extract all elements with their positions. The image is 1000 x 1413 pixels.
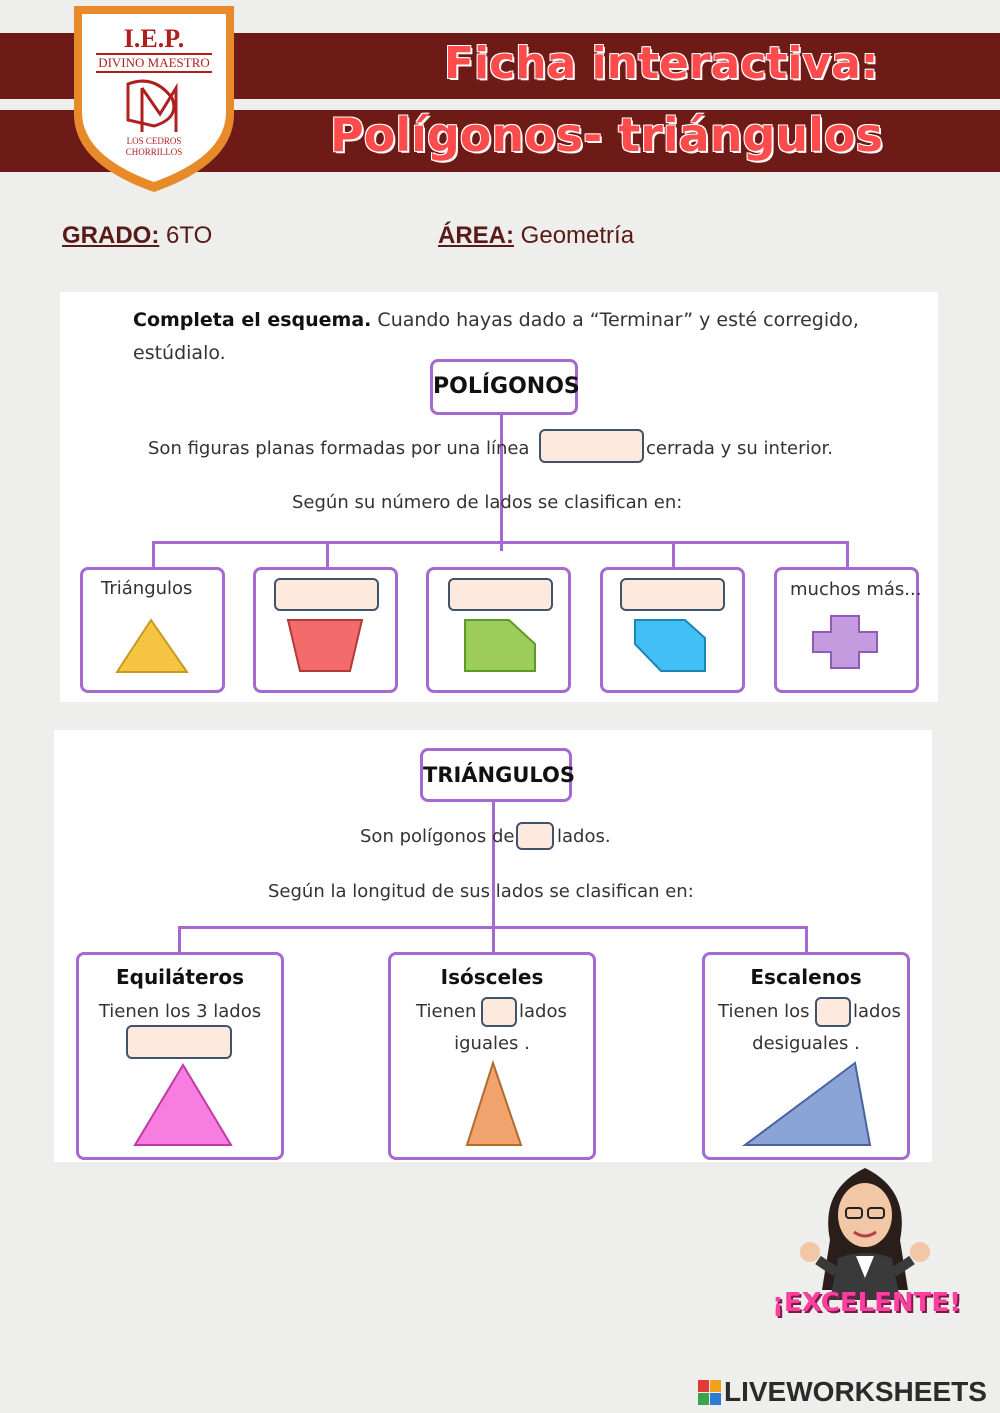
equilateral-triangle-shape	[79, 955, 287, 1163]
triangles-definition-end: lados.	[557, 826, 611, 847]
polygon-card-label: Triángulos	[101, 578, 193, 599]
excellent-badge: ¡EXCELENTE!	[772, 1288, 962, 1318]
triangle-card-line1-end: lados	[853, 1001, 901, 1022]
triangles-title: TRIÁNGULOS	[423, 763, 576, 787]
school-name-abbrev: I.E.P.	[123, 24, 185, 53]
worksheet-title-line2: Polígonos- triángulos	[330, 108, 883, 162]
triangle-card-line2: desiguales .	[752, 1033, 860, 1054]
triangle-card-line1-start: Tienen los	[718, 1001, 810, 1022]
area-value: Geometría	[520, 222, 635, 249]
instruction	[133, 309, 859, 331]
triangle-card-line1-start: Tienen	[416, 1001, 477, 1022]
area-info	[438, 222, 634, 250]
area-label: ÁREA:	[438, 222, 514, 249]
connector	[805, 926, 808, 952]
triangle-card-title: Equiláteros	[115, 965, 245, 989]
connector	[500, 415, 503, 551]
triangle-card-equilateral	[76, 952, 284, 1160]
instruction-text: Cuando hayas dado a “Terminar” y esté corregido,	[377, 309, 859, 331]
triangle-card-title: Isósceles	[440, 965, 544, 989]
polygon-card-hexagons	[600, 567, 745, 693]
triangle-card-line1: Tienen los 3 lados	[98, 1001, 262, 1022]
instruction-bold: Completa el esquema.	[133, 309, 372, 331]
grade-label: GRADO:	[62, 222, 160, 249]
instruction-line2: estúdialo.	[133, 342, 226, 364]
polygons-panel	[60, 292, 938, 702]
grade-info	[62, 222, 212, 250]
polygon-card-more	[774, 567, 922, 693]
polygon-card-pentagons	[426, 567, 571, 693]
triangles-title-box	[420, 748, 576, 802]
triangle-shape	[83, 570, 228, 696]
liveworksheets-logo[interactable]: LIVEWORKSHEETS	[724, 1376, 987, 1407]
hexagon-shape	[603, 570, 748, 696]
triangle-card-line1-end: lados	[519, 1001, 567, 1022]
school-logo	[68, 2, 240, 196]
triangle-card-isosceles	[388, 952, 596, 1160]
connector	[672, 541, 675, 567]
triangle-card-scalene	[702, 952, 910, 1160]
polygon-card-triangles	[80, 567, 225, 693]
pentagon-shape	[429, 570, 574, 696]
liveworksheets-mark	[698, 1380, 722, 1406]
polygon-card-label: muchos más...	[790, 579, 922, 600]
triangles-classify: Según la longitud de sus lados se clasifican en:	[268, 881, 694, 902]
triangles-definition-start: Son polígonos de	[360, 826, 515, 847]
scalene-triangle-shape	[705, 955, 913, 1163]
school-location-1: LOS CEDROS	[126, 136, 182, 146]
connector	[152, 541, 849, 544]
connector	[152, 541, 155, 567]
connector	[178, 926, 808, 929]
triangle-card-title: Escalenos	[750, 965, 862, 989]
polygons-title-box	[430, 359, 578, 415]
triangles-panel	[54, 730, 932, 1162]
connector	[492, 802, 495, 952]
school-name: DIVINO MAESTRO	[98, 55, 210, 70]
blank-line-type[interactable]	[539, 429, 644, 463]
triangle-card-line2: iguales .	[454, 1033, 530, 1054]
connector	[178, 926, 181, 952]
teacher-avatar	[790, 1160, 940, 1300]
blank-number-of-sides[interactable]	[516, 822, 554, 850]
polygons-classify: Según su número de lados se clasifican en:	[292, 492, 683, 513]
school-location-2: CHORRILLOS	[125, 147, 183, 157]
isosceles-triangle-shape	[391, 955, 599, 1163]
cross-shape	[777, 570, 922, 696]
polygons-title: POLÍGONOS	[433, 374, 580, 399]
polygons-definition-end: cerrada y su interior.	[646, 438, 833, 459]
grade-value: 6TO	[166, 222, 213, 249]
worksheet-title-line1: Ficha interactiva:	[444, 38, 879, 89]
polygons-definition-start: Son figuras planas formadas por una línea	[148, 438, 530, 459]
connector	[326, 541, 329, 567]
trapezoid-shape	[256, 570, 401, 696]
connector	[846, 541, 849, 567]
polygon-card-quadrilaterals	[253, 567, 398, 693]
